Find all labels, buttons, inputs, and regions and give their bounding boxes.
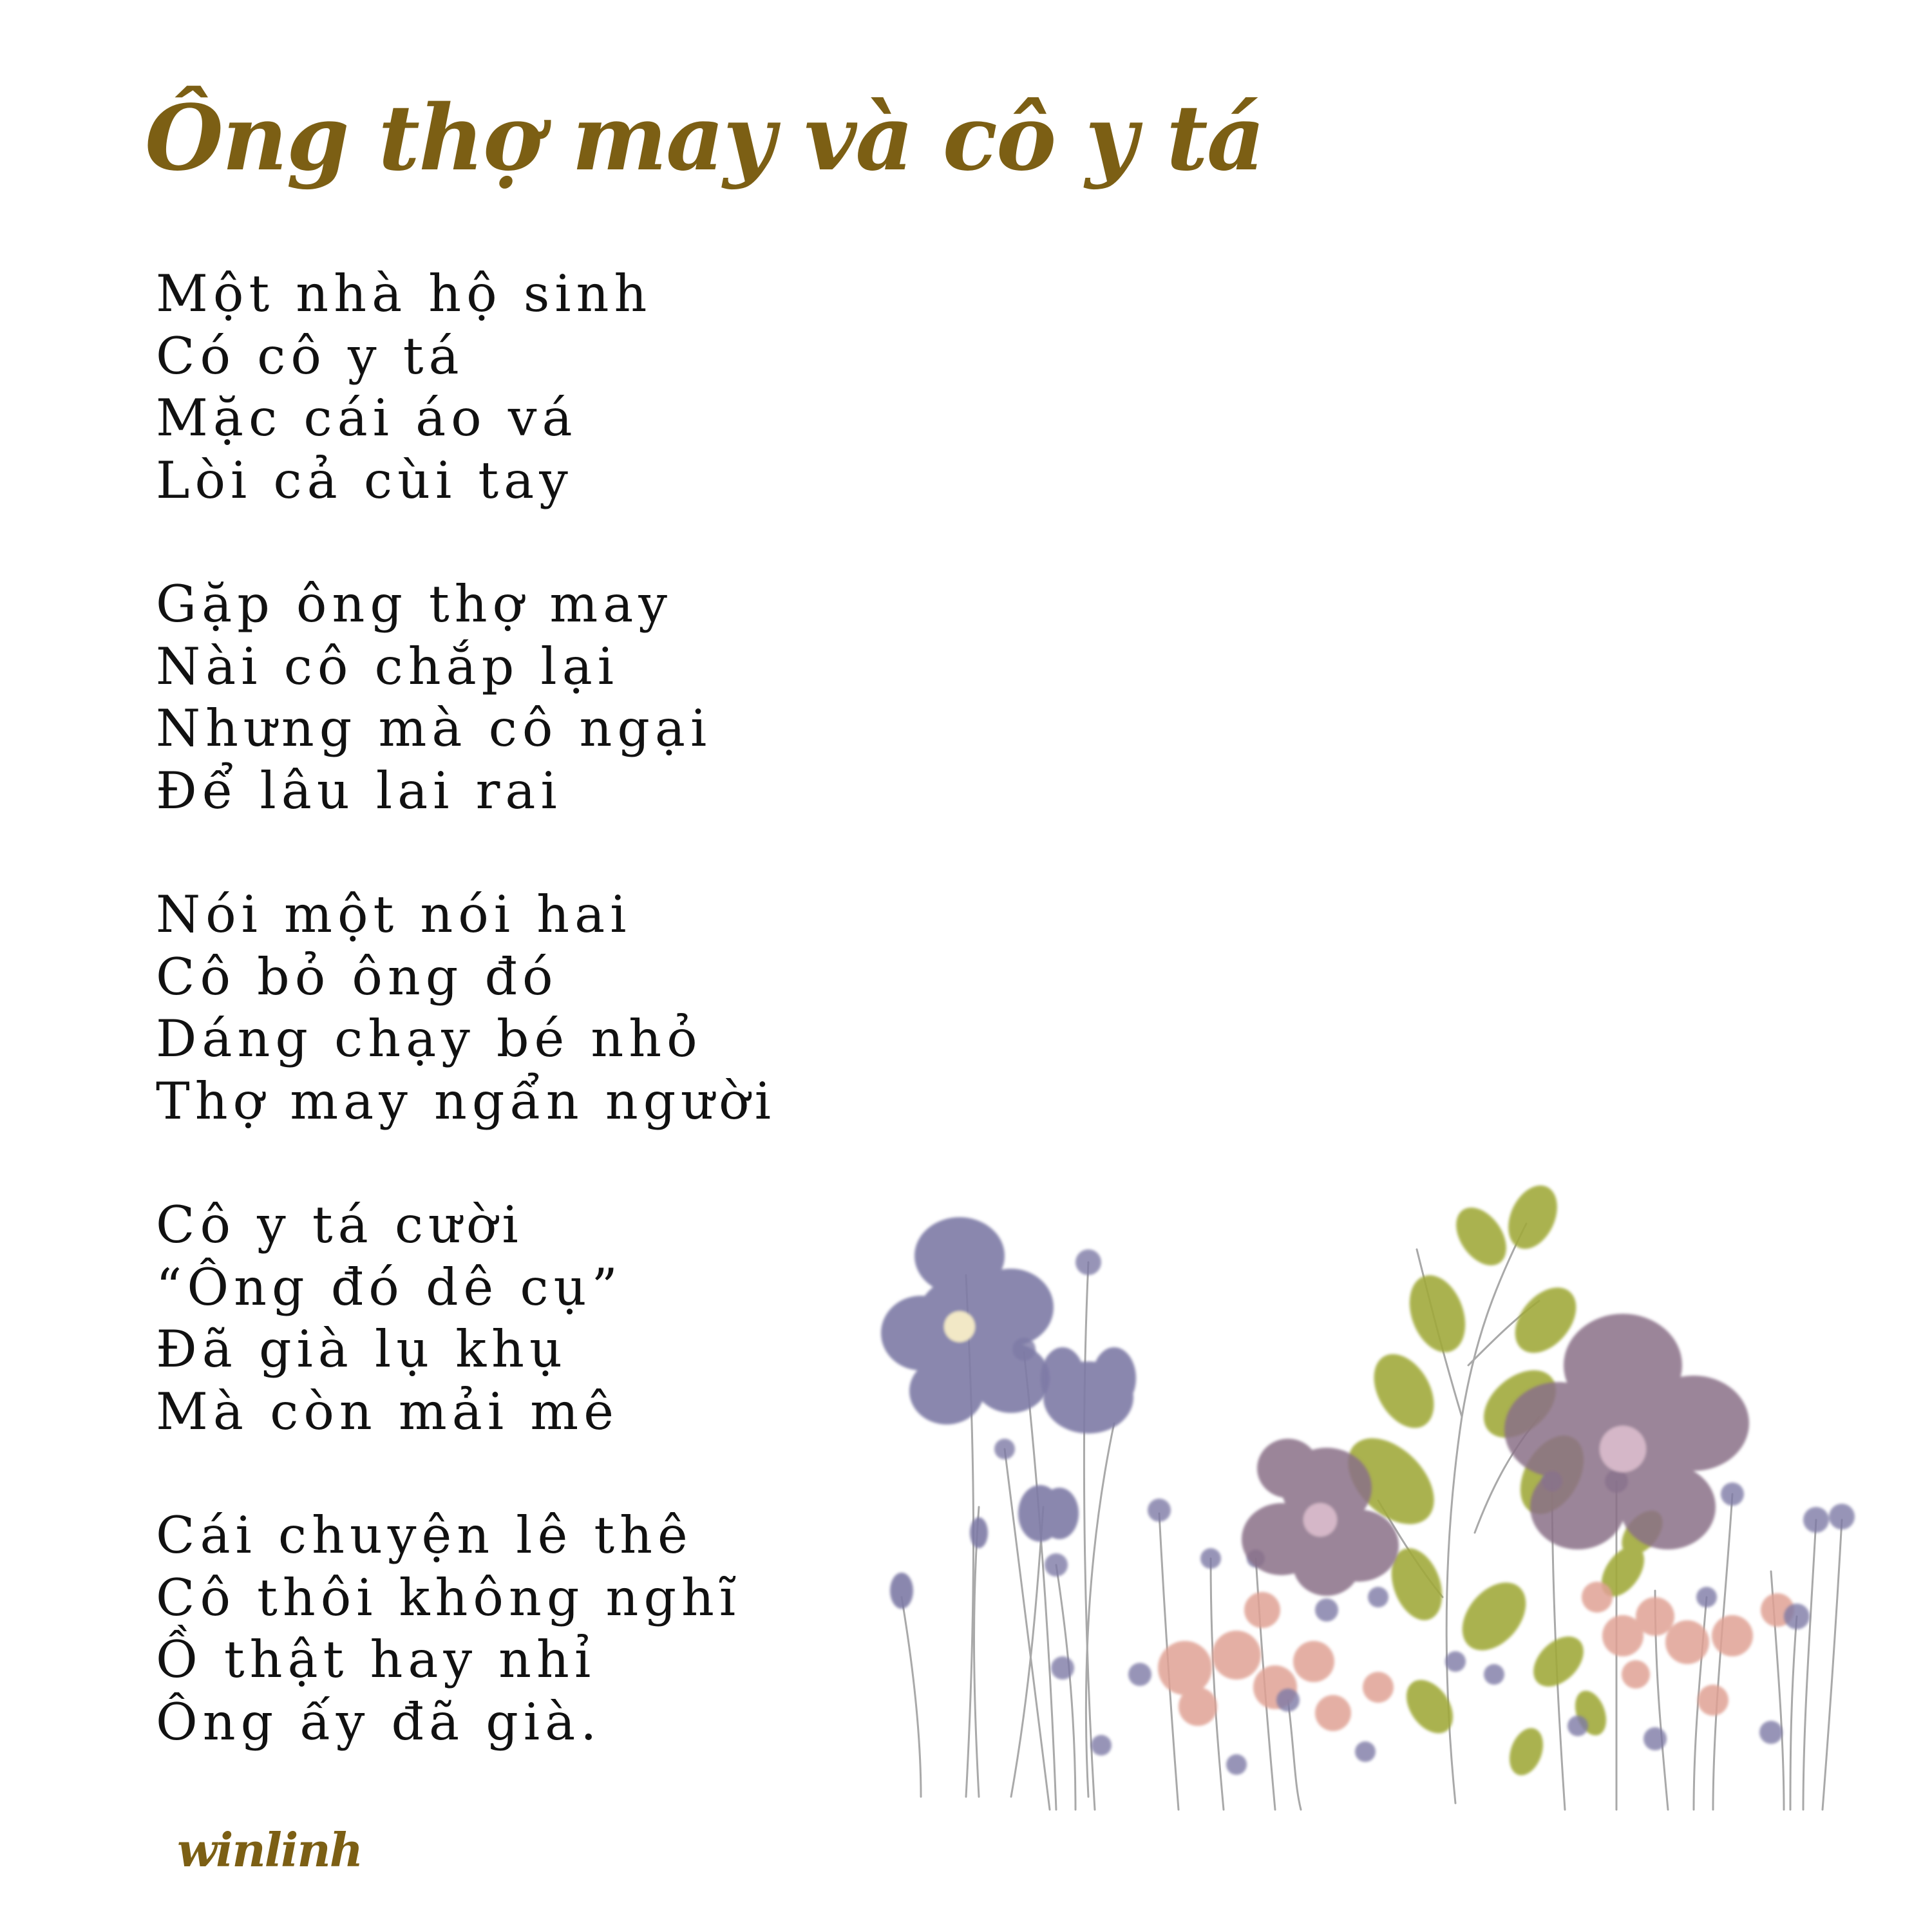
flower-illustration-icon (876, 1146, 1880, 1829)
poem-title: Ông thợ may và cô y tá (145, 86, 1264, 191)
poem-line: Cô thôi không nghĩ (156, 1567, 741, 1627)
poem-line: Ông ấy đã già. (156, 1692, 602, 1752)
stanza (156, 884, 776, 1132)
poem-line: Đã già lụ khụ (156, 1320, 567, 1379)
author-signature: winlinh (177, 1823, 363, 1877)
poem-line: Nhưng mà cô ngại (156, 699, 712, 758)
poem-line: Nói một nói hai (156, 885, 632, 944)
poem-line: Ồ thật hay nhỉ (156, 1630, 596, 1689)
poem-line: Dáng chạy bé nhỏ (156, 1009, 703, 1068)
poem-body (156, 263, 776, 1753)
poem-line: Mặc cái áo vá (156, 388, 578, 448)
stanza (156, 573, 776, 822)
poem-line: Mà còn mải mê (156, 1381, 619, 1441)
stanza (156, 263, 776, 511)
poem-line: Cái chuyện lê thê (156, 1506, 693, 1565)
poem-line: “Ông đó dê cụ” (156, 1257, 623, 1317)
poem-line: Để lâu lai rai (156, 761, 562, 820)
poem-line: Có cô y tá (156, 326, 464, 386)
stanza (156, 1504, 776, 1753)
stanza (156, 1194, 776, 1443)
poem-line: Gặp ông thợ may (156, 574, 672, 634)
poem-line: Một nhà hộ sinh (156, 264, 652, 323)
poem-line: Lòi cả cùi tay (156, 450, 573, 510)
poem-line: Nài cô chắp lại (156, 636, 620, 696)
poem-line: Cô bỏ ông đó (156, 947, 558, 1007)
poem-line: Thợ may ngẩn người (156, 1071, 777, 1131)
poem-line: Cô y tá cười (156, 1195, 524, 1255)
